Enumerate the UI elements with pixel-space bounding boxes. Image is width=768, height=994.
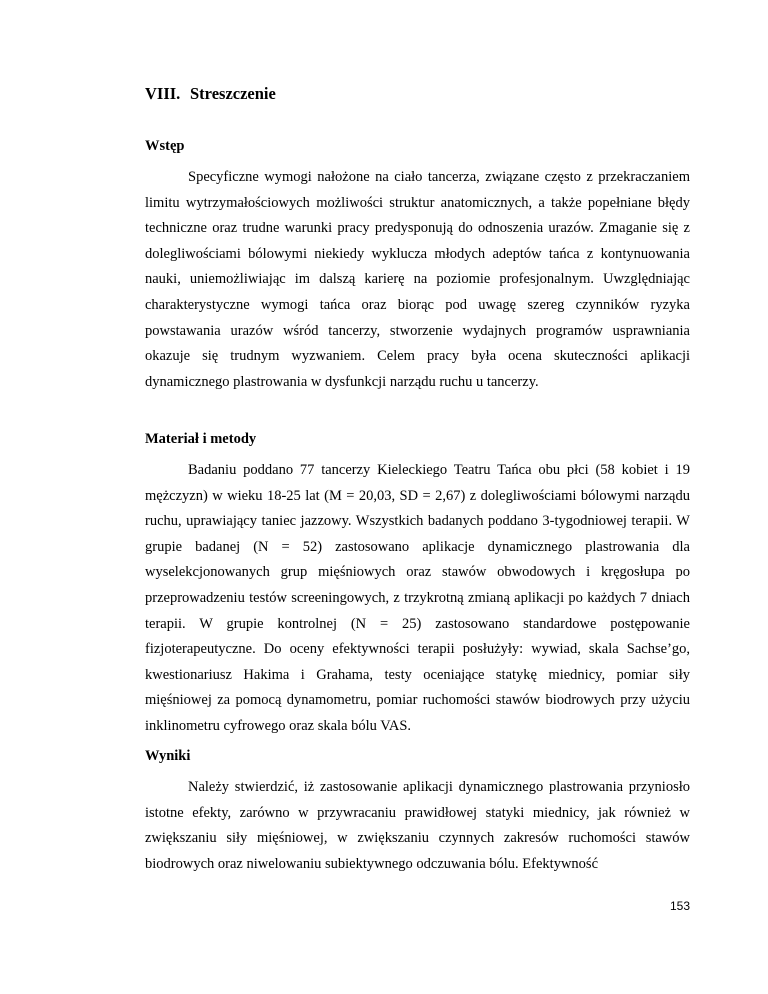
chapter-number: VIII. <box>145 84 181 103</box>
section-wyniki <box>145 747 690 877</box>
section-heading: Materiał i metody <box>145 431 257 447</box>
section-material-i-metody <box>145 430 690 740</box>
page-number: 153 <box>669 899 690 913</box>
section-paragraph: Należy stwierdzić, iż zastosowanie aplikacji dynamicznego plastrowania przyniosło istotne efekty, zarówno w przywracaniu prawidłowej statyki miednicy, jak również w zwiększaniu siły mięśniowej, w zwiększaniu czynnych zakresów ruchomości stawów biodrowych oraz niwelowaniu subiektywnego odczuwania bólu. Efektywność <box>145 779 690 872</box>
section-wstep <box>145 137 690 395</box>
chapter-title: Streszczenie <box>190 84 276 103</box>
section-paragraph: Specyficzne wymogi nałożone na ciało tancerza, związane często z przekraczaniem limitu wytrzymałościowych możliwości struktur anatomicznych, a także popełniane błędy techniczne oraz trudne warunki pracy predysponują do odnoszenia urazów. Zmaganie się z dolegliwościami bólowymi niekiedy wyklucza młodych adeptów tańca z kontynuowania nauki, uniemożliwiając im dalszą karierę na poziomie profesjonalnym. Uwzględniając charakterystyczne wymogi tańca oraz biorąc pod uwagę szereg czynników ryzyka powstawania urazów wśród tancerzy, stworzenie wydajnych programów usprawniania okazuje się trudnym wyzwaniem. Celem pracy była ocena skuteczności aplikacji dynamicznego plastrowania w dysfunkcji narządu ruchu u tancerzy. <box>145 169 690 390</box>
section-heading: Wstęp <box>145 138 185 154</box>
section-paragraph: Badaniu poddano 77 tancerzy Kieleckiego Teatru Tańca obu płci (58 kobiet i 19 mężczyzn) w wieku 18-25 lat (M = 20,03, SD = 2,67) z dolegliwościami bólowymi narządu ruchu, uprawiający taniec jazzowy. Wszystkich badanych poddano 3-tygodniowej terapii. W grupie badanej (N = 52) zastosowano aplikacje dynamicznego plastrowania dla wyselekcjonowanych grup mięśniowych oraz stawów obwodowych i kręgosłupa po przeprowadzeniu testów screeningowych, z trzykrotną zmianą aplikacji po każdych 7 dniach terapii. W grupie kontrolnej (N = 25) zastosowano standardowe postępowanie fizjoterapeutyczne. Do oceny efektywności terapii posłużyły: wywiad, skala Sachse’go, kwestionariusz Hakima i Grahama, testy oceniające statykę miednicy, pomiar siły mięśniowej za pomocą dynamometru, pomiar ruchomości stawów biodrowych przy użyciu inklinometru cyfrowego oraz skala bólu VAS. <box>145 462 690 734</box>
section-heading: Wyniki <box>145 748 191 764</box>
chapter-heading <box>145 84 276 104</box>
